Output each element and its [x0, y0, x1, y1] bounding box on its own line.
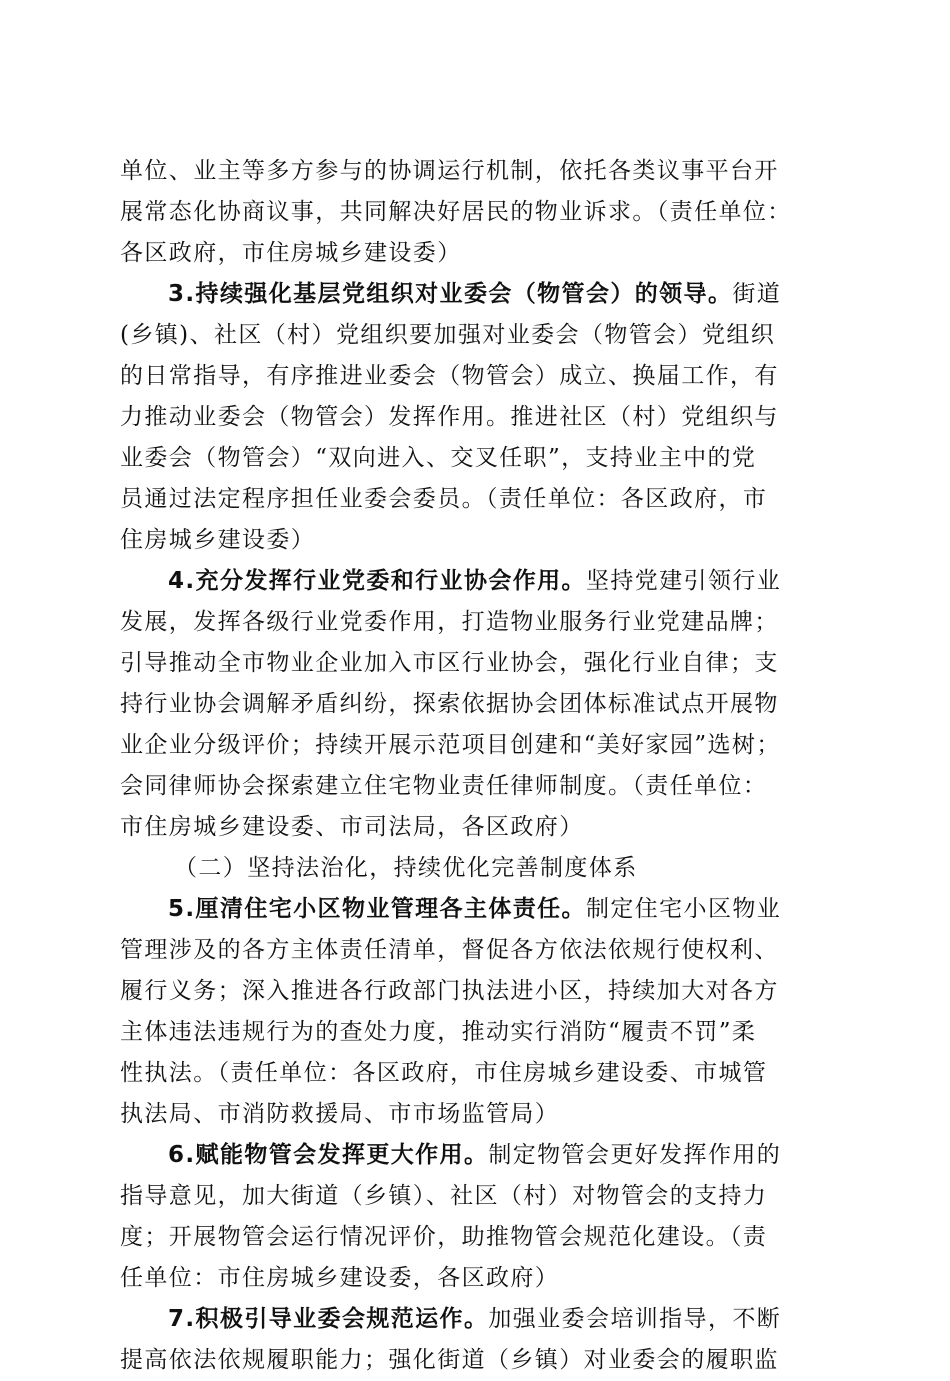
document-body: [120, 151, 832, 1381]
text-line: 度；开展物管会运行情况评价，助推物管会规范化建设。（责: [120, 1224, 768, 1250]
text-run: 街道: [732, 281, 782, 307]
text-line: 业企业分级评价；持续开展示范项目创建和“美好家园”选树；: [120, 732, 781, 758]
text-line: 持行业协会调解矛盾纠纷，探索依据协会团体标准试点开展物: [120, 691, 779, 717]
text-line: 任单位：市住房城乡建设委，各区政府）: [120, 1265, 560, 1291]
text-line: 会同律师协会探索建立住宅物业责任律师制度。（责任单位：: [120, 773, 768, 799]
paragraph-3-first-line: [120, 274, 832, 315]
text-line: 发展，发挥各级行业党委作用，打造物业服务行业党建品牌；: [120, 609, 779, 635]
text-line: 住房城乡建设委）: [120, 527, 316, 553]
text-line: 力推动业委会（物管会）发挥作用。推进社区（村）党组织与: [120, 404, 779, 430]
text-line: 单位、业主等多方参与的协调运行机制，依托各类议事平台开: [120, 158, 779, 184]
paragraph-5-heading: 5.厘清住宅小区物业管理各主体责任。: [168, 896, 586, 922]
text-run: 加强业委会培训指导，不断: [488, 1306, 782, 1332]
paragraph-4-heading: 4.充分发挥行业党委和行业协会作用。: [168, 568, 586, 594]
text-line: 主体违法违规行为的查处力度，推动实行消防“履责不罚”柔: [120, 1019, 757, 1045]
paragraph-4-first-line: [120, 561, 832, 602]
text-line: 管理涉及的各方主体责任清单，督促各方依法依规行使权利、: [120, 937, 779, 963]
text-line: 履行义务；深入推进各行政部门执法进小区，持续加大对各方: [120, 978, 779, 1004]
text-line: 展常态化协商议事，共同解决好居民的物业诉求。（责任单位：: [120, 199, 792, 225]
text-line: 性执法。（责任单位：各区政府，市住房城乡建设委、市城管: [120, 1060, 768, 1086]
text-line: 引导推动全市物业企业加入市区行业协会，强化行业自律；支: [120, 650, 779, 676]
text-line: 员通过法定程序担任业委会委员。（责任单位：各区政府，市: [120, 486, 768, 512]
text-line: 各区政府，市住房城乡建设委）: [120, 240, 462, 266]
text-line: 提高依法依规履职能力；强化街道（乡镇）对业委会的履职监: [120, 1347, 779, 1373]
section-heading: （二）坚持法治化，持续优化完善制度体系: [174, 855, 638, 881]
paragraph-7-first-line: [120, 1299, 832, 1340]
text-run: 坚持党建引领行业: [585, 568, 782, 594]
text-line: 执法局、市消防救援局、市市场监管局）: [120, 1101, 560, 1127]
text-line: 市住房城乡建设委、市司法局，各区政府）: [120, 814, 584, 840]
text-line: 的日常指导，有序推进业委会（物管会）成立、换届工作，有: [120, 363, 779, 389]
text-line: (乡镇)、社区（村）党组织要加强对业委会（物管会）党组织: [120, 322, 776, 348]
paragraph-5-first-line: [120, 889, 832, 930]
text-line: 业委会（物管会）“双向进入、交叉任职”，支持业主中的党: [120, 445, 757, 471]
paragraph-6-heading: 6.赋能物管会发挥更大作用。: [168, 1142, 489, 1168]
text-line: 指导意见，加大街道（乡镇）、社区（村）对物管会的支持力: [120, 1183, 768, 1209]
text-run: 制定住宅小区物业: [585, 896, 782, 922]
paragraph-6-first-line: [120, 1135, 832, 1176]
text-run: 制定物管会更好发挥作用的: [488, 1142, 782, 1168]
paragraph-3-heading: 3.持续强化基层党组织对业委会（物管会）的领导。: [168, 281, 733, 307]
paragraph-7-heading: 7.积极引导业委会规范运作。: [168, 1306, 489, 1332]
